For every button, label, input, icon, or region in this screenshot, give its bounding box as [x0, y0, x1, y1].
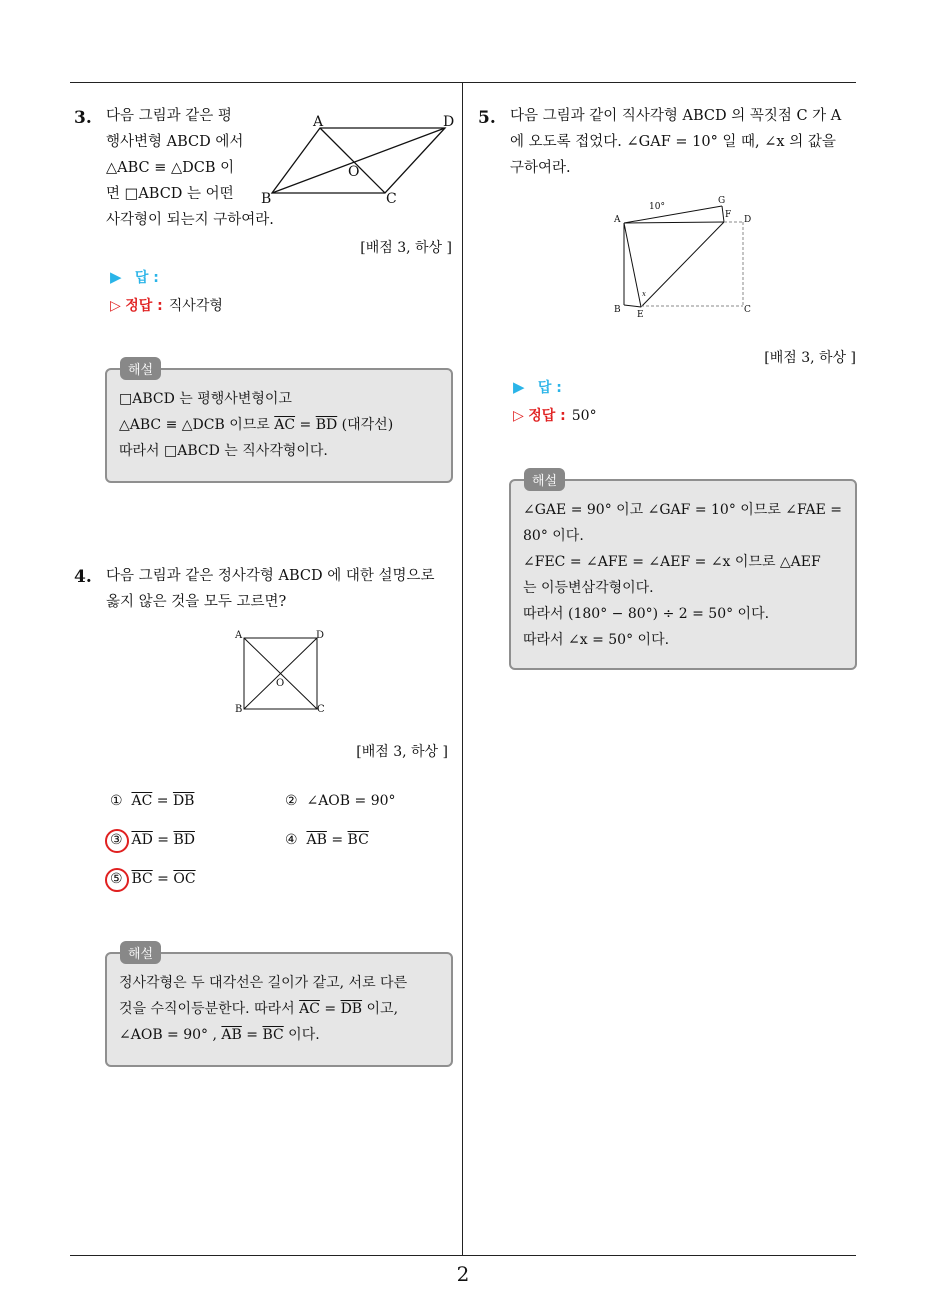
- triangle-outline-icon: ▷: [110, 298, 121, 314]
- q4-option-2[interactable]: ② ∠AOB = 90°: [285, 793, 396, 809]
- q5-explanation-tag: 해설: [524, 468, 565, 491]
- bottom-rule: [70, 1255, 856, 1256]
- q3-label-d: D: [443, 114, 455, 130]
- q4-square-figure: [232, 628, 332, 716]
- q5-angle-x-label: x: [642, 290, 646, 298]
- q4-option-4[interactable]: ④ $\overline{AB} = \overline{BC}$: [285, 832, 369, 848]
- q4-score: [배점 3, 하상 ]: [356, 744, 448, 760]
- q3-text: 다음 그림과 같은 평 행사변형 ABCD 에서 △ABC ≡ △DCB 이 면 □ABCD 는 어떤 사각형이 되는지 구하여라.: [106, 108, 274, 228]
- q5-angle-label: 10°: [649, 202, 665, 212]
- q3-label-o: O: [348, 164, 360, 180]
- q3-label-c: C: [386, 191, 397, 207]
- q3-explanation-tag: 해설: [120, 357, 161, 380]
- q5-folded-rectangle-figure: [608, 192, 758, 320]
- top-rule: [70, 82, 856, 83]
- q5-score: [배점 3, 하상 ]: [764, 350, 856, 366]
- q4-label-o: O: [276, 678, 285, 689]
- q4-explanation-tag: 해설: [120, 941, 161, 964]
- column-divider: [462, 82, 463, 1256]
- q5-label-a: A: [614, 215, 621, 225]
- q5-label-b: B: [614, 305, 621, 315]
- q5-label-g: G: [718, 196, 726, 206]
- triangle-outline-icon: ▷: [513, 408, 524, 424]
- q4-option-1[interactable]: ① $\overline{AC} = \overline{DB}$: [110, 793, 195, 809]
- q3-parallelogram-figure: [255, 110, 460, 210]
- q4-label-d: D: [316, 630, 325, 641]
- page-number: 2: [456, 1262, 470, 1286]
- q4-option-3[interactable]: ③ $\overline{AD} = \overline{BD}$: [110, 832, 195, 848]
- q3-number: 3.: [74, 108, 92, 128]
- q5-correct-row: ▷ 정답 : 50°: [513, 408, 597, 424]
- q5-label-c: C: [744, 305, 751, 315]
- q4-number: 4.: [74, 567, 92, 587]
- selected-mark-circle: [105, 829, 129, 853]
- q4-label-a: A: [235, 630, 243, 641]
- q5-label-d: D: [744, 215, 752, 225]
- q5-label-f: F: [725, 210, 732, 220]
- selected-mark-circle: [105, 868, 129, 892]
- q3-label-a: A: [313, 114, 324, 130]
- q4-text: 다음 그림과 같은 정사각형 ABCD 에 대한 설명으로 옳지 않은 것을 모두 고르면?: [106, 568, 435, 610]
- q4-explanation-box: 정사각형은 두 대각선은 길이가 같고, 서로 다른 것을 수직이등분한다. 따라서 $\overline{AC} = \overline{DB}$ 이고, ∠AOB = 90° , $\overline{AB} = \overline{BC}$ 이다.: [105, 952, 453, 1067]
- q4-label-b: B: [235, 704, 243, 715]
- q5-text: 다음 그림과 같이 직사각형 ABCD 의 꼭짓점 C 가 A 에 오도록 접었다. ∠GAF = 10° 일 때, ∠x 의 값을 구하여라.: [510, 108, 842, 176]
- q3-label-b: B: [261, 191, 272, 207]
- q4-label-c: C: [317, 704, 325, 715]
- q5-number: 5.: [478, 108, 496, 128]
- q4-option-5[interactable]: ⑤ $\overline{BC} = \overline{OC}$: [110, 871, 196, 887]
- q5-label-e: E: [637, 310, 644, 320]
- q3-score: [배점 3, 하상 ]: [360, 240, 452, 256]
- play-icon: ▶: [110, 268, 122, 286]
- q3-answer-row: ▶ 답 :: [110, 268, 159, 286]
- q3-correct-row: ▷ 정답 : 직사각형: [110, 298, 223, 314]
- play-icon: ▶: [513, 378, 525, 396]
- q5-answer-row: ▶ 답 :: [513, 378, 562, 396]
- q3-explanation-box: □ABCD 는 평행사변형이고 △ABC ≡ △DCB 이므로 $\overline{AC} = \overline{BD}$ (대각선) 따라서 □ABCD 는 직사각형이다.: [105, 368, 453, 483]
- q5-explanation-box: ∠GAE = 90° 이고 ∠GAF = 10° 이므로 ∠FAE = 80° 이다. ∠FEC = ∠AFE = ∠AEF = ∠x 이므로 △AEF 는 이등변삼각형이다. 따라서 (180° − 80°) ÷ 2 = 50° 이다. 따라서 ∠x = 50° 이다.: [509, 479, 857, 670]
